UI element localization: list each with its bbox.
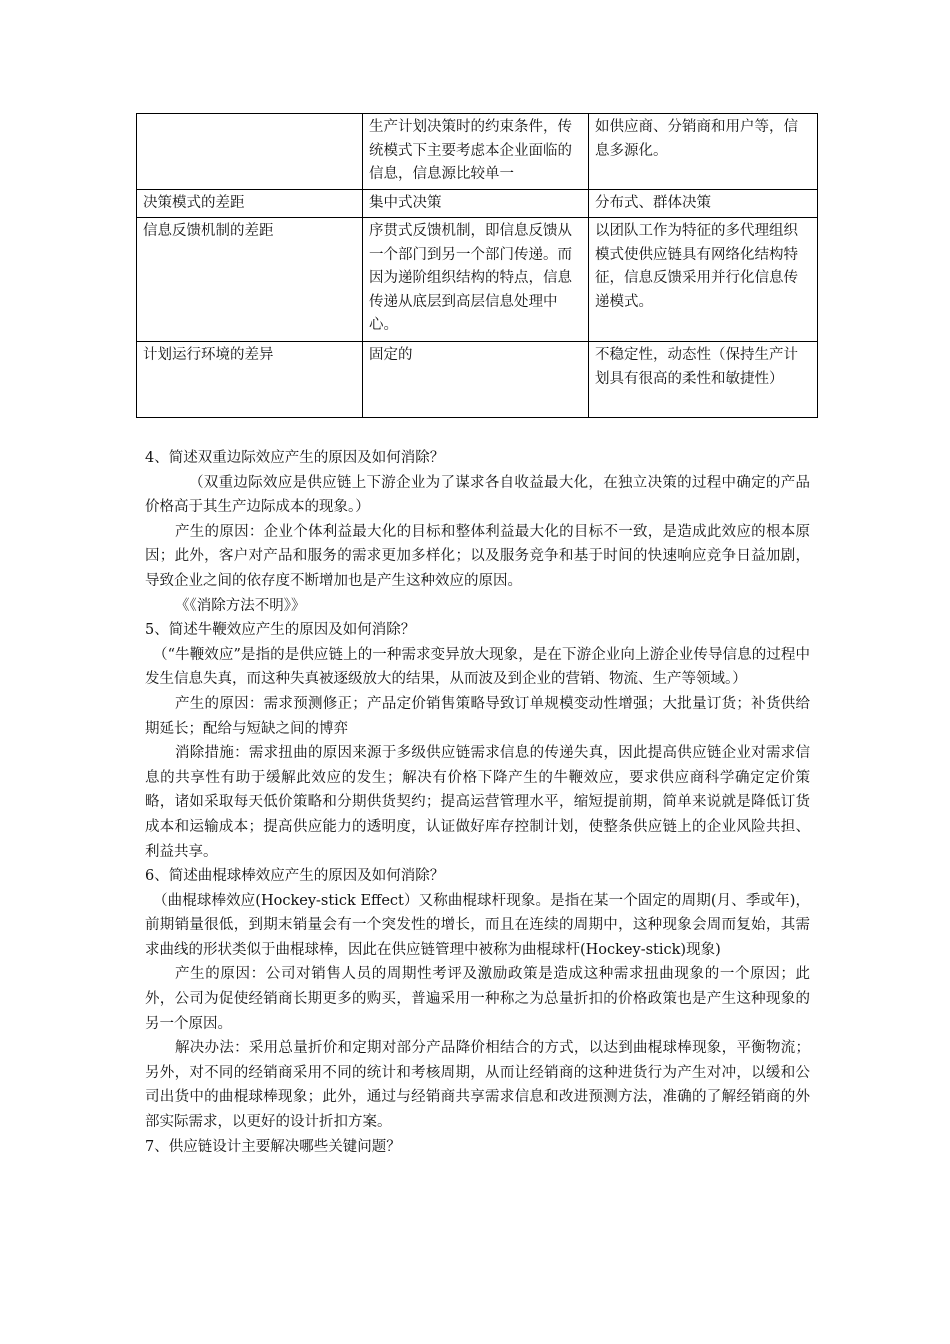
question-5-measures: 消除措施：需求扭曲的原因来源于多级供应链需求信息的传递失真，因此提高供应链企业对需求信息的共享性有助于缓解此效应的发生；解决有价格下降产生的牛鞭效应，要求供应商科学确定定价策略，诸如采取每天低价策略和分期供货契约；提高运营管理水平，缩短提前期，简单来说就是降低订货成本和运输成本；提高供应能力的透明度，认证做好库存控制计划，使整条供应链上的企业风险共担、利益共享。 — [145, 745, 810, 860]
question-6-solution: 解决办法：采用总量折价和定期对部分产品降价相结合的方式，以达到曲棍球棒现象，平衡物流；另外，对不同的经销商采用不同的统计和考核周期，从而让经销商的这种进货行为产生对冲，以缓和公司出货中的曲棍球棒现象；此外，通过与经销商共享需求信息和改进预测方法，准确的了解经销商的外部实际需求，以更好的设计折扣方案。 — [145, 1040, 810, 1131]
question-4-title: 4、简述双重边际效应产生的原因及如何消除？ — [145, 450, 445, 466]
table-cell: 生产计划决策时的约束条件，传统模式下主要考虑本企业面临的信息，信息源比较单一 — [363, 114, 589, 190]
question-4-causes: 产生的原因：企业个体利益最大化的目标和整体利益最大化的目标不一致，是造成此效应的根本原因；此外，客户对产品和服务的需求更加多样化；以及服务竞争和基于时间的快速响应竞争日益加剧，导致企业之间的依存度不断增加也是产生这种效应的原因。 — [145, 523, 810, 589]
table-cell: 如供应商、分销商和用户等，信息多源化。 — [589, 114, 818, 190]
table-cell: 不稳定性，动态性（保持生产计划具有很高的柔性和敏捷性） — [589, 342, 818, 418]
question-4-note: 《《消除方法不明》》 — [175, 597, 306, 614]
table-row — [137, 114, 818, 190]
table-row — [137, 342, 818, 418]
question-4-definition: （双重边际效应是供应链上下游企业为了谋求各自收益最大化，在独立决策的过程中确定的产品价格高于其生产边际成本的现象。） — [145, 474, 810, 516]
table-cell — [137, 114, 363, 190]
table-row — [137, 189, 818, 218]
question-5-title: 5、简述牛鞭效应产生的原因及如何消除？ — [145, 622, 416, 639]
question-7-title: 7、供应链设计主要解决哪些关键问题？ — [145, 1138, 401, 1155]
question-5-causes: 产生的原因：需求预测修正；产品定价销售策略导致订单规模变动性增强；大批量订货；补货供给期延长；配给与短缺之间的博弈 — [145, 695, 810, 737]
table-cell: 序贯式反馈机制，即信息反馈从一个部门到另一个部门传递。而因为递阶组织结构的特点，信息传递从底层到高层信息处理中心。 — [363, 218, 589, 342]
question-5-definition: （“牛鞭效应”是指的是供应链上的一种需求变异放大现象，是在下游企业向上游企业传导信息的过程中发生信息失真，而这种失真被逐级放大的结果，从而波及到企业的营销、物流、生产等领域。） — [145, 646, 810, 688]
table-cell: 分布式、群体决策 — [589, 189, 818, 218]
question-6-causes: 产生的原因：公司对销售人员的周期性考评及激励政策是造成这种需求扭曲现象的一个原因；此外，公司为促使经销商长期更多的购买，普遍采用一种称之为总量折扣的价格政策也是产生这种现象的另一个原因。 — [145, 966, 810, 1032]
table-cell: 集中式决策 — [363, 189, 589, 218]
table-row — [137, 218, 818, 342]
document-body — [145, 446, 810, 1159]
table-cell: 信息反馈机制的差距 — [137, 218, 363, 342]
comparison-table — [136, 113, 818, 418]
table-cell: 以团队工作为特征的多代理组织模式使供应链具有网络化结构特征，信息反馈采用并行化信息传递模式。 — [589, 218, 818, 342]
table-cell: 计划运行环境的差异 — [137, 342, 363, 418]
question-6-title: 6、简述曲棍球棒效应产生的原因及如何消除？ — [145, 868, 445, 885]
question-6-definition: （曲棍球棒效应(Hockey-stick Effect）又称曲棍球杆现象。是指在某一个固定的周期(月、季或年)，前期销量很低，到期末销量会有一个突发性的增长，而且在连续的周期中，这种现象会周而复始，其需求曲线的形状类似于曲棍球棒，因此在供应链管理中被称为曲棍球杆(Hockey-stick)现象) — [145, 892, 810, 958]
table-cell: 决策模式的差距 — [137, 189, 363, 218]
table-cell: 固定的 — [363, 342, 589, 418]
